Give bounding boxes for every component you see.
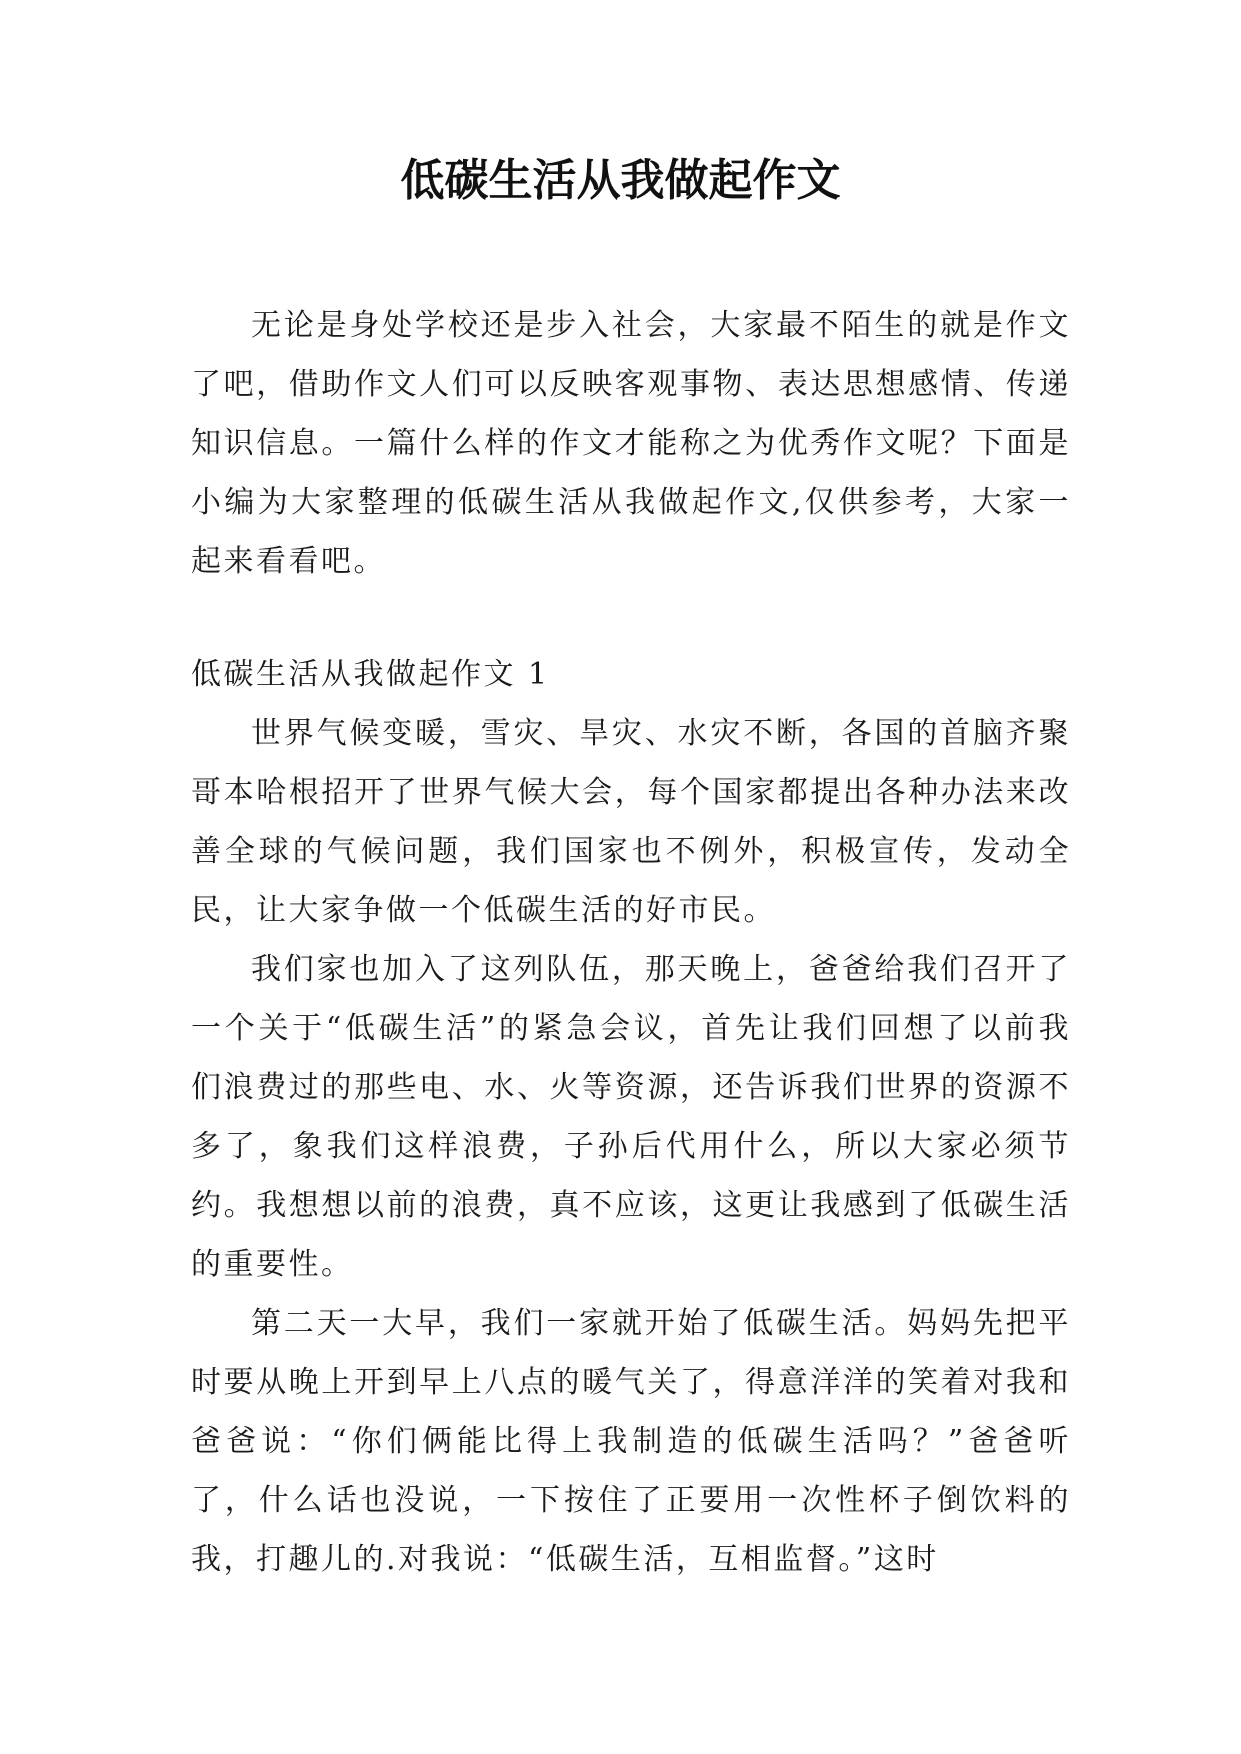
section-heading: 低碳生活从我做起作文 1: [191, 657, 550, 692]
paragraph-spacer: [191, 591, 1071, 645]
document-body: [191, 296, 1071, 1589]
body-paragraph-1: 世界气候变暖，雪灾、旱灾、水灾不断，各国的首脑齐聚哥本哈根招开了世界气候大会，每个国家都提出各种办法来改善全球的气候问题，我们国家也不例外，积极宣传，发动全民，让大家争做一个低碳生活的好市民。: [191, 716, 1071, 928]
body-paragraph-2: 我们家也加入了这列队伍，那天晚上，爸爸给我们召开了一个关于“低碳生活”的紧急会议，首先让我们回想了以前我们浪费过的那些电、水、火等资源，还告诉我们世界的资源不多了，象我们这样浪费，子孙后代用什么，所以大家必须节约。我想想以前的浪费，真不应该，这更让我感到了低碳生活的重要性。: [191, 952, 1071, 1282]
body-paragraph-3: 第二天一大早，我们一家就开始了低碳生活。妈妈先把平时要从晚上开到早上八点的暖气关了，得意洋洋的笑着对我和爸爸说：“你们俩能比得上我制造的低碳生活吗？”爸爸听了，什么话也没说，一下按住了正要用一次性杯子倒饮料的我，打趣儿的.对我说：“低碳生活，互相监督。”这时: [191, 1306, 1071, 1577]
document-title: 低碳生活从我做起作文: [400, 155, 841, 206]
intro-paragraph: 无论是身处学校还是步入社会，大家最不陌生的就是作文了吧，借助作文人们可以反映客观事物、表达思想感情、传递知识信息。一篇什么样的作文才能称之为优秀作文呢？下面是小编为大家整理的低碳生活从我做起作文,仅供参考，大家一起来看看吧。: [191, 308, 1071, 579]
